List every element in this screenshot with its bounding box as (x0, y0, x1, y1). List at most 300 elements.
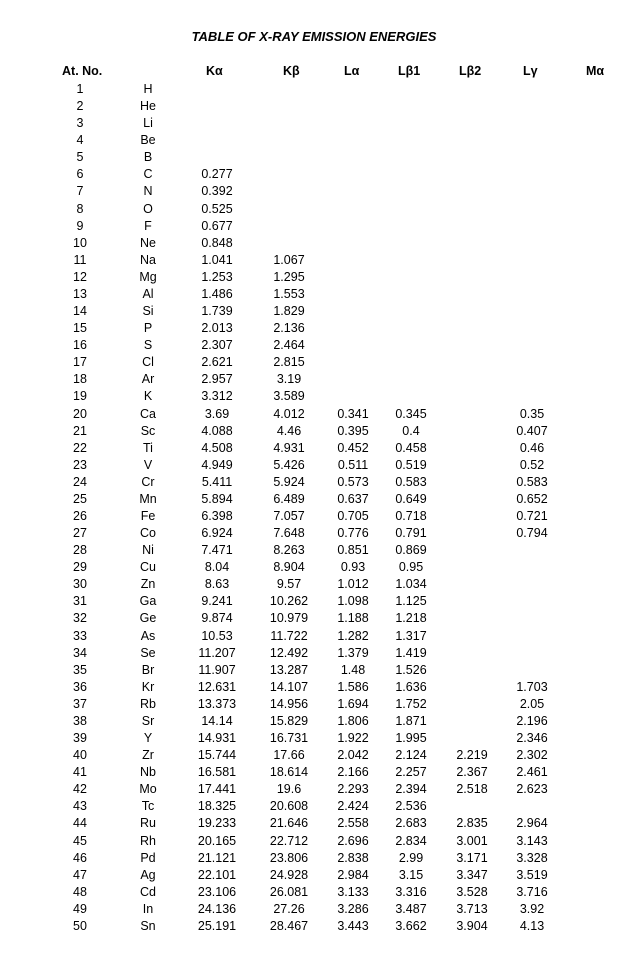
atomic-number: 42 (73, 782, 87, 797)
table-row (0, 98, 644, 115)
lb1-value: 2.394 (395, 782, 427, 797)
table-row (0, 388, 644, 405)
table-row (0, 542, 644, 559)
table-row (0, 286, 644, 303)
lb1-value: 1.317 (395, 628, 427, 643)
atomic-number: 50 (73, 918, 87, 933)
element-symbol: K (143, 389, 153, 404)
ka-value: 12.631 (197, 679, 237, 694)
kb-value: 10.979 (269, 611, 309, 626)
header-kb: Kβ (283, 64, 300, 78)
kb-value: 8.904 (273, 560, 305, 575)
ka-value: 14.14 (201, 713, 233, 728)
element-symbol: Ni (142, 543, 154, 558)
kb-value: 27.26 (273, 901, 305, 916)
table-row (0, 593, 644, 610)
table-row (0, 166, 644, 183)
la-value: 1.922 (337, 731, 369, 746)
table-row (0, 201, 644, 218)
atomic-number: 40 (73, 748, 87, 763)
lg-value: 0.52 (519, 457, 545, 472)
ka-value: 1.739 (201, 304, 233, 319)
element-symbol: Zn (140, 577, 156, 592)
kb-value: 17.66 (273, 748, 305, 763)
ka-value: 4.949 (201, 457, 233, 472)
lb1-value: 1.218 (395, 611, 427, 626)
la-value: 2.984 (337, 867, 369, 882)
lg-value: 2.623 (516, 782, 548, 797)
atomic-number: 44 (73, 816, 87, 831)
atomic-number: 36 (73, 679, 87, 694)
kb-value: 10.262 (269, 594, 309, 609)
element-symbol: Cu (140, 560, 156, 575)
element-symbol: Kr (141, 679, 155, 694)
element-symbol: Ti (143, 440, 153, 455)
lb1-value: 0.4 (402, 423, 420, 438)
table-row (0, 833, 644, 850)
lb1-value: 0.345 (395, 406, 427, 421)
la-value: 2.424 (337, 799, 369, 814)
atomic-number: 30 (73, 577, 87, 592)
header-la: Lα (344, 64, 360, 78)
table-row (0, 252, 644, 269)
lb1-value: 2.124 (395, 748, 427, 763)
ka-value: 4.088 (201, 423, 233, 438)
lg-value: 3.143 (516, 833, 548, 848)
header-ma: Mα (586, 64, 605, 78)
lg-value: 0.794 (516, 526, 548, 541)
table-row (0, 730, 644, 747)
lb1-value: 1.636 (395, 679, 427, 694)
la-value: 1.694 (337, 696, 369, 711)
lg-value: 2.346 (516, 731, 548, 746)
ka-value: 2.307 (201, 338, 233, 353)
ka-value: 7.471 (201, 543, 233, 558)
element-symbol: S (143, 338, 153, 353)
kb-value: 14.956 (269, 696, 309, 711)
ka-value: 0.525 (201, 201, 233, 216)
lg-value: 2.05 (519, 696, 545, 711)
ka-value: 3.312 (201, 389, 233, 404)
element-symbol: H (143, 82, 153, 96)
lg-value: 3.328 (516, 850, 548, 865)
element-symbol: Cl (142, 355, 154, 370)
kb-value: 1.295 (273, 269, 305, 284)
lb2-value: 2.219 (456, 748, 488, 763)
ka-value: 17.441 (197, 782, 237, 797)
la-value: 3.133 (337, 884, 369, 899)
lb2-value: 3.171 (456, 850, 488, 865)
ka-value: 21.121 (197, 850, 237, 865)
atomic-number: 6 (76, 167, 84, 182)
ka-value: 2.957 (201, 372, 233, 387)
lb2-value: 2.367 (456, 765, 488, 780)
atomic-number: 11 (73, 252, 87, 267)
atomic-number: 18 (73, 372, 87, 387)
header-ka: Kα (206, 64, 223, 78)
la-value: 2.838 (337, 850, 369, 865)
header-lb1: Lβ1 (398, 64, 421, 78)
ka-value: 13.373 (197, 696, 237, 711)
element-symbol: Sr (141, 713, 155, 728)
element-symbol: Cd (140, 884, 156, 899)
kb-value: 3.19 (276, 372, 302, 387)
kb-value: 18.614 (269, 765, 309, 780)
atomic-number: 13 (73, 286, 87, 301)
element-symbol: Sn (140, 918, 156, 933)
table-row (0, 867, 644, 884)
table-row (0, 576, 644, 593)
ka-value: 8.04 (204, 560, 230, 575)
element-symbol: Mg (139, 269, 157, 284)
element-symbol: Ar (141, 372, 155, 387)
atomic-number: 31 (73, 594, 87, 609)
lg-value: 2.302 (516, 748, 548, 763)
kb-value: 1.067 (273, 252, 305, 267)
table-row (0, 354, 644, 371)
element-symbol: Be (140, 133, 156, 148)
la-value: 3.286 (337, 901, 369, 916)
kb-value: 22.712 (269, 833, 309, 848)
ka-value: 10.53 (201, 628, 233, 643)
header-at-no: At. No. (62, 64, 103, 78)
element-symbol: Rb (140, 696, 156, 711)
lg-value: 0.35 (519, 406, 545, 421)
atomic-number: 26 (73, 509, 87, 523)
la-value: 0.452 (337, 440, 369, 455)
atomic-number: 23 (73, 457, 87, 472)
element-symbol: Zr (142, 748, 154, 763)
atomic-number: 19 (73, 389, 87, 404)
la-value: 2.166 (337, 765, 369, 780)
element-symbol: O (143, 201, 153, 216)
ka-value: 4.508 (201, 440, 233, 455)
lb2-value: 3.713 (456, 901, 488, 916)
atomic-number: 15 (73, 321, 87, 336)
atomic-number: 48 (73, 884, 87, 899)
la-value: 0.511 (337, 457, 369, 472)
lb1-value: 2.683 (395, 816, 427, 831)
atomic-number: 20 (73, 406, 87, 421)
lb1-value: 0.649 (395, 491, 427, 506)
atomic-number: 21 (73, 423, 87, 438)
table-row (0, 371, 644, 388)
atomic-number: 9 (76, 218, 84, 233)
element-symbol: Ge (139, 611, 157, 626)
atomic-number: 4 (76, 133, 84, 148)
kb-value: 3.589 (273, 389, 305, 404)
atomic-number: 49 (73, 901, 87, 916)
element-symbol: Mo (139, 782, 157, 797)
ka-value: 1.253 (201, 269, 233, 284)
table-row (0, 662, 644, 679)
table-row (0, 610, 644, 627)
la-value: 1.806 (337, 713, 369, 728)
ka-value: 8.63 (204, 577, 230, 592)
kb-value: 1.553 (273, 286, 305, 301)
kb-value: 6.489 (273, 491, 305, 506)
ka-value: 5.894 (201, 491, 233, 506)
lb1-value: 3.316 (395, 884, 427, 899)
ka-value: 6.924 (201, 526, 233, 541)
table-row (0, 491, 644, 508)
table-row (0, 508, 644, 525)
ka-value: 19.233 (197, 816, 237, 831)
la-value: 0.776 (337, 526, 369, 541)
la-value: 1.098 (337, 594, 369, 609)
header-lb2: Lβ2 (459, 64, 482, 78)
lg-value: 0.583 (516, 474, 548, 489)
lb1-value: 0.718 (395, 509, 427, 523)
element-symbol: Cr (141, 474, 155, 489)
lb1-value: 0.519 (395, 457, 427, 472)
atomic-number: 17 (73, 355, 87, 370)
atomic-number: 27 (73, 526, 87, 541)
kb-value: 13.287 (269, 662, 309, 677)
lg-value: 3.92 (519, 901, 545, 916)
la-value: 1.012 (337, 577, 369, 592)
table-title: TABLE OF X-RAY EMISSION ENERGIES (191, 29, 437, 44)
table-row (0, 628, 644, 645)
la-value: 2.042 (337, 748, 369, 763)
la-value: 1.282 (337, 628, 369, 643)
lb1-value: 0.458 (395, 440, 427, 455)
atomic-number: 2 (76, 99, 84, 114)
lg-value: 2.461 (516, 765, 548, 780)
kb-value: 2.815 (273, 355, 305, 370)
lb1-value: 2.834 (395, 833, 427, 848)
la-value: 0.573 (337, 474, 369, 489)
table-row (0, 713, 644, 730)
table-row (0, 303, 644, 320)
table-row (0, 320, 644, 337)
table-row (0, 645, 644, 662)
lb2-value: 3.528 (456, 884, 488, 899)
lg-value: 1.703 (516, 679, 548, 694)
element-symbol: Ag (140, 867, 156, 882)
element-symbol: Fe (140, 509, 156, 523)
kb-value: 7.057 (273, 509, 305, 523)
la-value: 0.93 (340, 560, 366, 575)
lb2-value: 3.001 (456, 833, 488, 848)
lg-value: 0.652 (516, 491, 548, 506)
la-value: 0.395 (337, 423, 369, 438)
atomic-number: 41 (73, 765, 87, 780)
lb1-value: 2.536 (395, 799, 427, 814)
lb1-value: 1.526 (395, 662, 427, 677)
table-row (0, 559, 644, 576)
element-symbol: Ga (139, 594, 157, 609)
table-row (0, 423, 644, 440)
lb1-value: 2.257 (395, 765, 427, 780)
element-symbol: Al (142, 286, 154, 301)
table-row (0, 457, 644, 474)
ka-value: 0.277 (201, 167, 233, 182)
la-value: 2.293 (337, 782, 369, 797)
lb1-value: 3.662 (395, 918, 427, 933)
lb1-value: 0.791 (395, 526, 427, 541)
lb1-value: 3.487 (395, 901, 427, 916)
lg-value: 2.196 (516, 713, 548, 728)
table-row (0, 884, 644, 901)
ka-value: 18.325 (197, 799, 237, 814)
table-row (0, 149, 644, 166)
table-row (0, 696, 644, 713)
ka-value: 14.931 (197, 731, 237, 746)
lb1-value: 1.419 (395, 645, 427, 660)
kb-value: 14.107 (269, 679, 309, 694)
table-row (0, 901, 644, 918)
element-symbol: B (143, 150, 153, 165)
kb-value: 11.722 (270, 628, 308, 643)
la-value: 2.558 (337, 816, 369, 831)
table-row (0, 815, 644, 832)
table-row (0, 183, 644, 200)
kb-value: 4.931 (273, 440, 305, 455)
element-symbol: As (140, 628, 156, 643)
lg-value: 0.407 (516, 423, 548, 438)
ka-value: 15.744 (197, 748, 237, 763)
atomic-number: 28 (73, 543, 87, 558)
ka-value: 1.041 (201, 252, 233, 267)
element-symbol: Ru (140, 816, 156, 831)
element-symbol: Br (141, 662, 155, 677)
kb-value: 5.924 (273, 474, 305, 489)
kb-value: 2.464 (273, 338, 305, 353)
element-symbol: Li (143, 116, 153, 131)
table-row (0, 474, 644, 491)
kb-value: 7.648 (273, 526, 305, 541)
atomic-number: 8 (76, 201, 84, 216)
table-row (0, 337, 644, 354)
ka-value: 11.907 (198, 662, 236, 677)
table-row (0, 132, 644, 149)
atomic-number: 39 (73, 731, 87, 746)
lb2-value: 2.835 (456, 816, 488, 831)
atomic-number: 38 (73, 713, 87, 728)
atomic-number: 3 (76, 116, 84, 131)
ka-value: 5.411 (201, 474, 233, 489)
atomic-number: 47 (73, 867, 87, 882)
atomic-number: 46 (73, 850, 87, 865)
element-symbol: F (144, 218, 152, 233)
kb-value: 4.012 (273, 406, 305, 421)
atomic-number: 24 (73, 474, 87, 489)
la-value: 3.443 (337, 918, 369, 933)
element-symbol: Nb (140, 765, 156, 780)
lb1-value: 1.125 (395, 594, 427, 609)
element-symbol: Ne (140, 235, 156, 250)
table-row (0, 918, 644, 935)
atomic-number: 5 (76, 150, 84, 165)
element-symbol: Na (140, 252, 156, 267)
element-symbol: Y (143, 731, 153, 746)
ka-value: 0.677 (201, 218, 233, 233)
table-row (0, 525, 644, 542)
ka-value: 20.165 (197, 833, 237, 848)
ka-value: 0.392 (201, 184, 233, 199)
ka-value: 11.207 (198, 645, 236, 660)
kb-value: 24.928 (269, 867, 309, 882)
table-row (0, 679, 644, 696)
kb-value: 26.081 (269, 884, 309, 899)
lg-value: 2.964 (516, 816, 548, 831)
element-symbol: V (143, 457, 153, 472)
element-symbol: He (140, 99, 156, 114)
ka-value: 25.191 (197, 918, 237, 933)
atomic-number: 7 (76, 184, 84, 199)
la-value: 1.379 (337, 645, 369, 660)
atomic-number: 12 (73, 269, 87, 284)
lb1-value: 0.95 (398, 560, 424, 575)
element-symbol: Co (140, 526, 156, 541)
lb2-value: 2.518 (456, 782, 488, 797)
element-symbol: P (143, 321, 153, 336)
element-symbol: Mn (139, 491, 157, 506)
table-row (0, 115, 644, 132)
lb1-value: 1.871 (395, 713, 427, 728)
element-symbol: Sc (140, 423, 156, 438)
kb-value: 15.829 (269, 713, 309, 728)
ka-value: 6.398 (201, 509, 233, 523)
atomic-number: 29 (73, 560, 87, 575)
kb-value: 8.263 (273, 543, 305, 558)
ka-value: 2.013 (201, 321, 233, 336)
atomic-number: 1 (76, 82, 84, 96)
atomic-number: 35 (73, 662, 87, 677)
table-row (0, 850, 644, 867)
ka-value: 23.106 (197, 884, 237, 899)
element-symbol: Rh (140, 833, 156, 848)
la-value: 0.637 (337, 491, 369, 506)
table-row (0, 81, 644, 98)
lb1-value: 0.583 (395, 474, 427, 489)
lb1-value: 1.034 (395, 577, 427, 592)
lg-value: 3.716 (516, 884, 548, 899)
ka-value: 16.581 (197, 765, 237, 780)
lb1-value: 0.869 (395, 543, 427, 558)
lg-value: 0.721 (516, 509, 548, 523)
kb-value: 1.829 (273, 304, 305, 319)
kb-value: 2.136 (273, 321, 305, 336)
la-value: 1.48 (340, 662, 366, 677)
atomic-number: 34 (73, 645, 87, 660)
lg-value: 0.46 (519, 440, 545, 455)
atomic-number: 45 (73, 833, 87, 848)
ka-value: 2.621 (201, 355, 233, 370)
la-value: 0.705 (337, 509, 369, 523)
atomic-number: 10 (73, 235, 87, 250)
la-value: 0.851 (337, 543, 369, 558)
lb1-value: 1.752 (395, 696, 427, 711)
kb-value: 28.467 (269, 918, 309, 933)
kb-value: 23.806 (269, 850, 309, 865)
table-row (0, 747, 644, 764)
kb-value: 4.46 (276, 423, 302, 438)
atomic-number: 16 (73, 338, 87, 353)
atomic-number: 25 (73, 491, 87, 506)
table-row (0, 218, 644, 235)
element-symbol: N (143, 184, 153, 199)
table-row (0, 764, 644, 781)
ka-value: 9.241 (201, 594, 233, 609)
la-value: 0.341 (337, 406, 369, 421)
kb-value: 9.57 (276, 577, 302, 592)
kb-value: 16.731 (269, 731, 309, 746)
lb2-value: 3.904 (456, 918, 488, 933)
lb1-value: 1.995 (395, 731, 427, 746)
kb-value: 12.492 (269, 645, 309, 660)
